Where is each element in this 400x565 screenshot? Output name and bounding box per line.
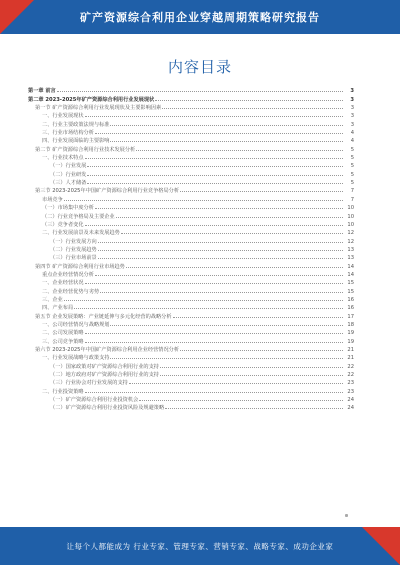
toc-dot-leader: [162, 108, 343, 109]
toc-dot-leader: [85, 342, 343, 343]
toc-entry-title: 四、产业布局: [42, 305, 74, 312]
toc-dot-leader: [95, 133, 343, 134]
toc-entry-page: 18: [347, 321, 354, 328]
toc-entry-title: 一、公司经营情况与战略规划: [42, 321, 110, 328]
toc-entry-page: 3: [350, 113, 354, 120]
toc-heading: 内容目录: [167, 58, 232, 76]
toc-entry-title: 二、企业经营优势与劣势: [42, 288, 100, 295]
toc-entry[interactable]: [28, 336, 354, 344]
toc-entry-title: （二）行业研发: [50, 171, 87, 178]
toc-entry[interactable]: [28, 253, 354, 261]
toc-dot-leader: [116, 217, 343, 218]
toc-entry-title: （三）行业协会对行业发展的支持: [50, 380, 128, 387]
toc-entry[interactable]: [28, 178, 354, 186]
toc-entry-page: 17: [347, 313, 354, 320]
toc-entry-page: 24: [347, 397, 354, 404]
toc-dot-leader: [98, 258, 343, 259]
toc-entry[interactable]: [28, 186, 354, 194]
toc-dot-leader: [95, 275, 343, 276]
toc-entry-title: （一）矿产资源综合利用行业投资机会: [50, 397, 139, 404]
toc-dot-leader: [160, 367, 343, 368]
toc-entry-title: 第二章 2023-2025年矿产资源综合利用行业发展现状: [28, 96, 155, 103]
toc-dot-leader: [98, 242, 343, 243]
toc-dot-leader: [110, 358, 343, 359]
toc-entry-page: 12: [347, 230, 354, 237]
toc-entry-page: 7: [350, 196, 354, 203]
toc-entry-title: 二、行业发展前景及未来发展趋势: [42, 230, 120, 237]
toc-entry-title: 一、行业发展战略与政策支持: [42, 355, 110, 362]
toc-dot-leader: [98, 250, 343, 251]
toc-dot-leader: [85, 225, 343, 226]
toc-entry[interactable]: [28, 136, 354, 144]
toc-entry[interactable]: [28, 328, 354, 336]
toc-entry-page: 3: [350, 121, 354, 128]
toc-dot-leader: [136, 150, 343, 151]
toc-entry-page: 22: [347, 372, 354, 379]
toc-entry[interactable]: [28, 211, 354, 219]
toc-dot-leader: [100, 292, 343, 293]
toc-entry-page: 15: [347, 280, 354, 287]
toc-entry[interactable]: [28, 270, 354, 278]
toc-entry[interactable]: [28, 119, 354, 127]
toc-entry[interactable]: [28, 245, 354, 253]
toc-entry-page: 24: [347, 405, 354, 412]
toc-entry[interactable]: [28, 86, 354, 94]
toc-entry-page: 16: [347, 305, 354, 312]
toc-entry-title: 第四节 矿产资源综合利用行业市场趋势: [35, 263, 125, 270]
toc-entry[interactable]: [28, 128, 354, 136]
toc-entry-title: 第六节 2023-2025年中国矿产资源综合利用企业经营情况分析: [35, 347, 180, 353]
toc-entry-title: 第一章 前言: [28, 88, 56, 95]
toc-entry-page: 14: [347, 271, 354, 278]
toc-entry-page: 23: [347, 380, 354, 387]
toc-entry-title: 三、行业市场结构分析: [42, 130, 94, 137]
toc-entry-title: （三）行业市场前景: [50, 255, 97, 262]
toc-entry[interactable]: [28, 311, 354, 319]
toc-dot-leader: [87, 183, 343, 184]
toc-entry[interactable]: [28, 345, 354, 353]
toc-entry-page: 10: [347, 213, 354, 220]
toc-dot-leader: [121, 233, 343, 234]
toc-dot-leader: [180, 350, 343, 351]
toc-entry-page: 12: [347, 238, 354, 245]
toc-entry-title: （二）矿产资源综合利用行业投资风险及规避策略: [50, 405, 165, 412]
toc-entry-page: 21: [347, 355, 354, 362]
toc-entry-page: 5: [350, 180, 354, 187]
toc-entry[interactable]: [28, 378, 354, 386]
toc-dot-leader: [64, 300, 343, 301]
toc-dot-leader: [64, 200, 343, 201]
toc-entry[interactable]: [28, 161, 354, 169]
toc-entry[interactable]: [28, 169, 354, 177]
toc-entry-page: 21: [347, 347, 354, 353]
toc-entry-page: 4: [350, 130, 354, 137]
toc-entry-title: 第二节 矿产资源综合利用行业技术发展分析: [35, 146, 136, 153]
toc-entry-page: 5: [350, 146, 354, 153]
toc-entry-title: （一）行业发展: [50, 163, 87, 170]
toc-entry-page: 19: [347, 338, 354, 345]
toc-entry[interactable]: [28, 103, 354, 111]
toc-dot-leader: [110, 141, 343, 142]
toc-entry[interactable]: [28, 220, 354, 228]
toc-entry-page: 3: [350, 105, 354, 112]
toc-entry[interactable]: [28, 236, 354, 244]
toc-entry-page: 5: [350, 163, 354, 170]
toc-dot-leader: [155, 100, 343, 101]
toc-entry-page: 5: [350, 155, 354, 162]
toc-entry-title: 二、行业投资策略: [42, 388, 84, 395]
toc-entry-page: 3: [350, 88, 354, 95]
toc-dot-leader: [74, 308, 343, 309]
toc-entry-title: 重点企业经营情况分析: [42, 271, 94, 278]
toc-entry-page: 10: [347, 205, 354, 212]
toc-dot-leader: [87, 175, 343, 176]
toc-entry-page: 5: [350, 171, 354, 178]
toc-entry[interactable]: [28, 203, 354, 211]
toc-entry-page: 19: [347, 330, 354, 337]
toc-entry-page: 22: [347, 363, 354, 370]
toc-entry-title: 四、行业发展面临的主要影响: [42, 138, 110, 145]
toc-entry[interactable]: [28, 403, 354, 411]
toc-entry[interactable]: [28, 228, 354, 236]
toc-entry-title: 第五节 企业发展策略：产业链延伸与多元化经营的战略分析: [35, 313, 172, 320]
toc-entry-title: （三）人才储备: [50, 180, 87, 187]
toc-entry-page: 3: [350, 96, 354, 103]
toc-entry[interactable]: [28, 278, 354, 286]
toc-dot-leader: [87, 166, 343, 167]
report-header-banner: [0, 0, 400, 34]
toc-entry[interactable]: [28, 295, 354, 303]
toc-entry-page: 23: [347, 388, 354, 395]
toc-entry-page: 15: [347, 288, 354, 295]
toc-entry-page: 13: [347, 246, 354, 253]
toc-entry-title: 市场竞争: [42, 196, 63, 203]
toc-dot-leader: [95, 208, 343, 209]
toc-dot-leader: [180, 191, 343, 192]
toc-entry[interactable]: [28, 286, 354, 294]
toc-entry-title: （一）行业发展方向: [50, 238, 97, 245]
toc-entry[interactable]: [28, 94, 354, 102]
toc-dot-leader: [139, 400, 343, 401]
toc-entry[interactable]: [28, 153, 354, 161]
toc-dot-leader: [85, 392, 343, 393]
toc-dot-leader: [110, 125, 343, 126]
toc-entry-title: 一、行业技术特点: [42, 155, 84, 162]
toc-entry[interactable]: [28, 395, 354, 403]
toc-entry-page: 10: [347, 221, 354, 228]
toc-entry[interactable]: [28, 303, 354, 311]
toc-entry[interactable]: [28, 144, 354, 152]
toc-entry-title: 三、公司竞争策略: [42, 338, 84, 345]
toc-dot-leader: [85, 158, 343, 159]
toc-entry-title: 第三节 2023-2025年中国矿产资源综合利用行业竞争格局分析: [35, 188, 180, 195]
toc-dot-leader: [85, 333, 343, 334]
toc-entry[interactable]: [28, 320, 354, 328]
toc-dot-leader: [165, 408, 343, 409]
toc-entry[interactable]: [28, 194, 354, 202]
toc-entry-page: 7: [350, 188, 354, 195]
toc-entry-title: 一、企业经营状况: [42, 280, 84, 287]
toc-dot-leader: [126, 267, 343, 268]
toc-entry-title: （二）地方政府对矿产资源综合利用行业的支持: [50, 372, 159, 379]
toc-entry-title: （三）竞争者变化: [42, 221, 84, 228]
toc-entry-page: 14: [347, 263, 354, 270]
report-title: 矿产资源综合利用企业穿越周期策略研究报告: [80, 11, 320, 24]
toc-entry-title: （二）行业发展趋势: [50, 246, 97, 253]
toc-dot-leader: [160, 375, 343, 376]
toc-dot-leader: [110, 325, 343, 326]
toc-entry-title: （一）市场集中度分析: [42, 205, 94, 212]
toc-entry-page: 4: [350, 138, 354, 145]
toc-dot-leader: [129, 383, 343, 384]
toc-entry[interactable]: [28, 261, 354, 269]
toc-dot-leader: [85, 116, 343, 117]
footer-slogan: 让每个人都能成为 行业专家、管理专家、营销专家、战略专家、成功企业家: [66, 542, 334, 551]
toc-entry[interactable]: [28, 111, 354, 119]
toc-dot-leader: [173, 317, 343, 318]
toc-entry-title: 二、公司发展策略: [42, 330, 84, 337]
toc-entry-page: 13: [347, 255, 354, 262]
toc-entry-title: 一、行业发展现状: [42, 113, 84, 120]
table-of-contents: [28, 86, 354, 411]
toc-entry[interactable]: [28, 386, 354, 394]
toc-entry-title: 第一节 矿产资源综合利用行业发展现状及主要影响因素: [35, 105, 162, 112]
toc-entry-title: 三、企业: [42, 296, 63, 303]
toc-entry-title: （一）国家政策对矿产资源综合利用行业的支持: [50, 363, 159, 370]
toc-entry[interactable]: [28, 361, 354, 369]
toc-entry-title: 二、行业主要政策法规与标准: [42, 121, 110, 128]
toc-entry-title: （二）行业竞争格局及主要企业: [42, 213, 115, 220]
toc-entry[interactable]: [28, 353, 354, 361]
toc-entry[interactable]: [28, 370, 354, 378]
toc-entry-page: 16: [347, 296, 354, 303]
page-number-marker: [345, 514, 348, 517]
footer-banner: [0, 527, 400, 565]
toc-dot-leader: [57, 91, 343, 92]
toc-dot-leader: [85, 283, 343, 284]
